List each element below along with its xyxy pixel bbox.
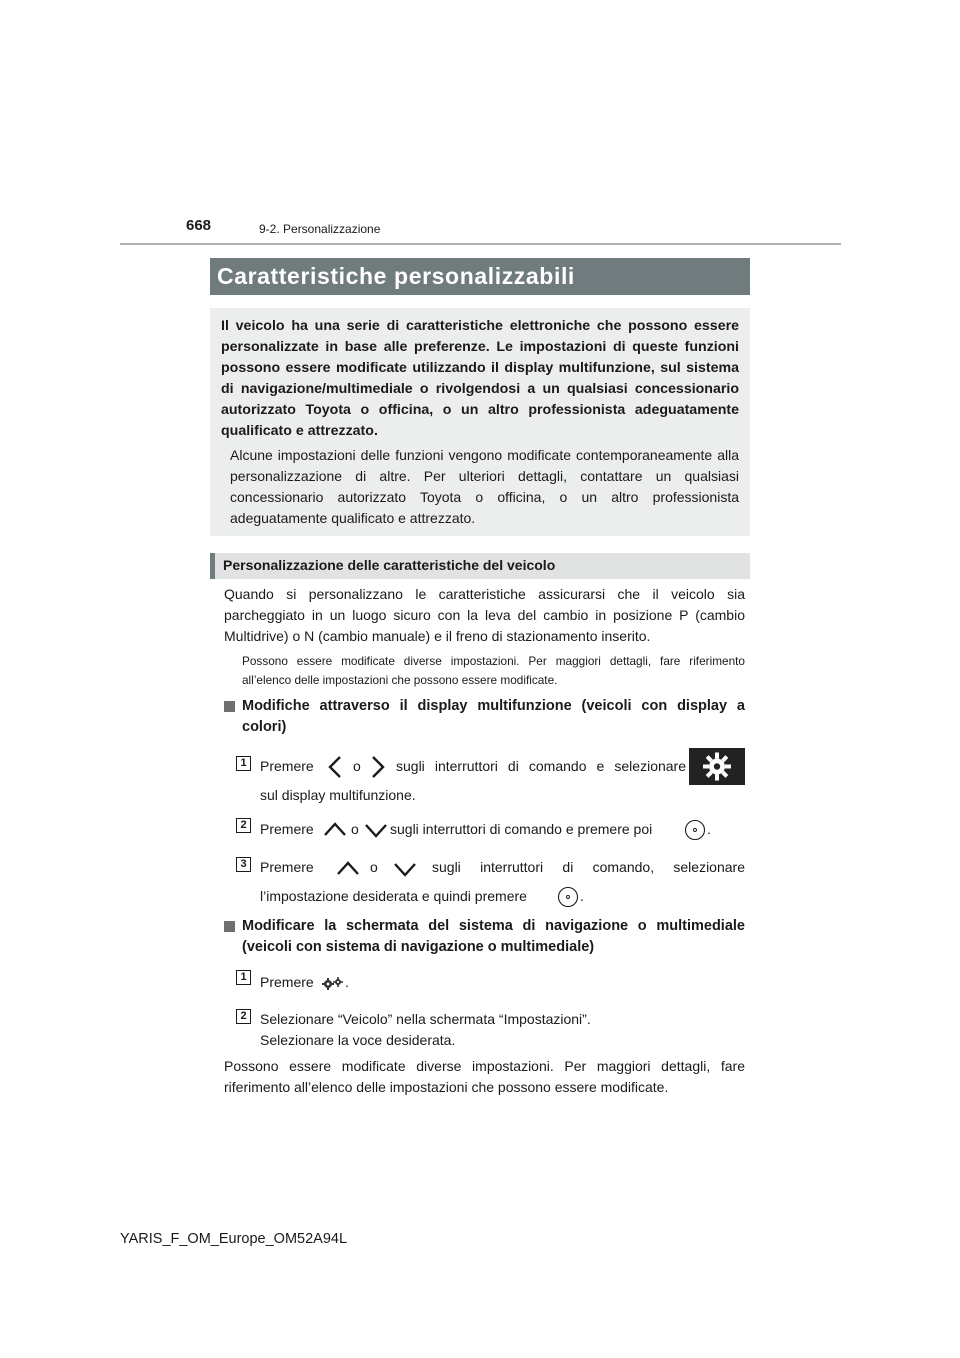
- subsection-bar: [210, 553, 750, 579]
- settings-gear-icon: [689, 748, 745, 785]
- ok-button-icon: [557, 886, 579, 908]
- nav-heading: Modificare la schermata del sistema di navigazione o multimediale (veicoli con sistema di navigazione o multimediale): [242, 918, 745, 955]
- bullet-square: [224, 921, 235, 932]
- title-bar: [210, 258, 750, 295]
- subsection-title: Personalizzazione delle caratteristiche del veicolo: [223, 557, 556, 573]
- footer-code: YARIS_F_OM_Europe_OM52A94L: [120, 1231, 348, 1247]
- chevron-left-icon: [327, 756, 343, 778]
- step3-premere: Premere: [260, 859, 314, 875]
- bullet-square: [224, 701, 235, 712]
- nav-step-number-1: 1: [236, 970, 251, 985]
- chevron-up-icon: [336, 860, 360, 876]
- intro-box: [210, 308, 750, 536]
- ok-button-icon: [684, 819, 706, 841]
- subsection-paragraph: Quando si personalizzano le caratteristiche assicurarsi che il veicolo sia parcheggiato in un luogo sicuro con la leva del cambio in posizione P (cambio Multidrive) o N (cambio manuale) e il freno di stazionamento inserito.: [224, 586, 745, 644]
- intro-text: Il veicolo ha una serie di caratteristiche elettroniche che possono essere personalizzate in base alle preferenze. Le impostazioni di queste funzioni possono essere modificate utilizzando il display multifunzione, sul sistema di navigazione/multimediale o rivolgendosi a un qualsiasi concessionario autorizzato Toyota o officina, o un altro professionista adeguatamente qualificato e attrezzato.: [221, 318, 739, 439]
- step3-line2: l’impostazione desiderata e quindi premere: [260, 888, 527, 904]
- nav-step-number-2: 2: [236, 1009, 251, 1024]
- step-number-2: 2: [236, 818, 251, 833]
- step2-end: .: [707, 821, 711, 837]
- nav-step1-text: Premere: [260, 974, 314, 990]
- chevron-down-icon: [393, 862, 417, 878]
- final-paragraph: Possono essere modificate diverse impostazioni. Per maggiori dettagli, fare riferimento all’elenco delle impostazioni che possono essere modificate.: [224, 1058, 745, 1095]
- header-rule: [120, 243, 841, 245]
- step1-o: o: [353, 758, 361, 774]
- nav-step2-text: Selezionare “Veicolo” nella schermata “Impostazioni”.: [260, 1011, 591, 1027]
- step2-text: sugli interruttori di comando e premere poi: [390, 821, 653, 837]
- step2-o: o: [351, 821, 359, 837]
- nav-step2-line2: Selezionare la voce desiderata.: [260, 1032, 456, 1048]
- step2-premere: Premere: [260, 821, 314, 837]
- intro-note: Alcune impostazioni delle funzioni vengono modificate contemporaneamente alla personalizzazione di altre. Per ulteriori dettagli, contattare un qualsiasi concessionario autorizzato Toyota o officina, o un altro professionista adeguatamente qualificato e attrezzato.: [230, 447, 739, 526]
- step1-premere: Premere: [260, 758, 314, 774]
- mfd-heading: Modifiche attraverso il display multifunzione (veicoli con display a colori): [242, 698, 745, 735]
- chevron-up-icon: [323, 821, 347, 837]
- step1-text: sugli interruttori di comando e selezionare: [396, 758, 686, 774]
- page-title: Caratteristiche personalizzabili: [217, 263, 575, 289]
- chevron-right-icon: [370, 756, 386, 778]
- nav-step1-end: .: [345, 974, 349, 990]
- step3-o: o: [370, 859, 378, 875]
- chevron-down-icon: [364, 823, 388, 839]
- settings-gears-icon: [322, 976, 344, 990]
- step1-line2: sul display multifunzione.: [260, 787, 416, 803]
- step3-end: .: [580, 888, 584, 904]
- subsection-note: Possono essere modificate diverse impostazioni. Per maggiori dettagli, fare riferimento all’elenco delle impostazioni che possono essere modificate.: [242, 654, 745, 687]
- section-label: 9-2. Personalizzazione: [259, 222, 381, 236]
- page-number: 668: [186, 217, 212, 234]
- step-number-1: 1: [236, 756, 251, 771]
- step3-text: sugli interruttori di comando, selezionare: [432, 859, 745, 875]
- step-number-3: 3: [236, 857, 251, 872]
